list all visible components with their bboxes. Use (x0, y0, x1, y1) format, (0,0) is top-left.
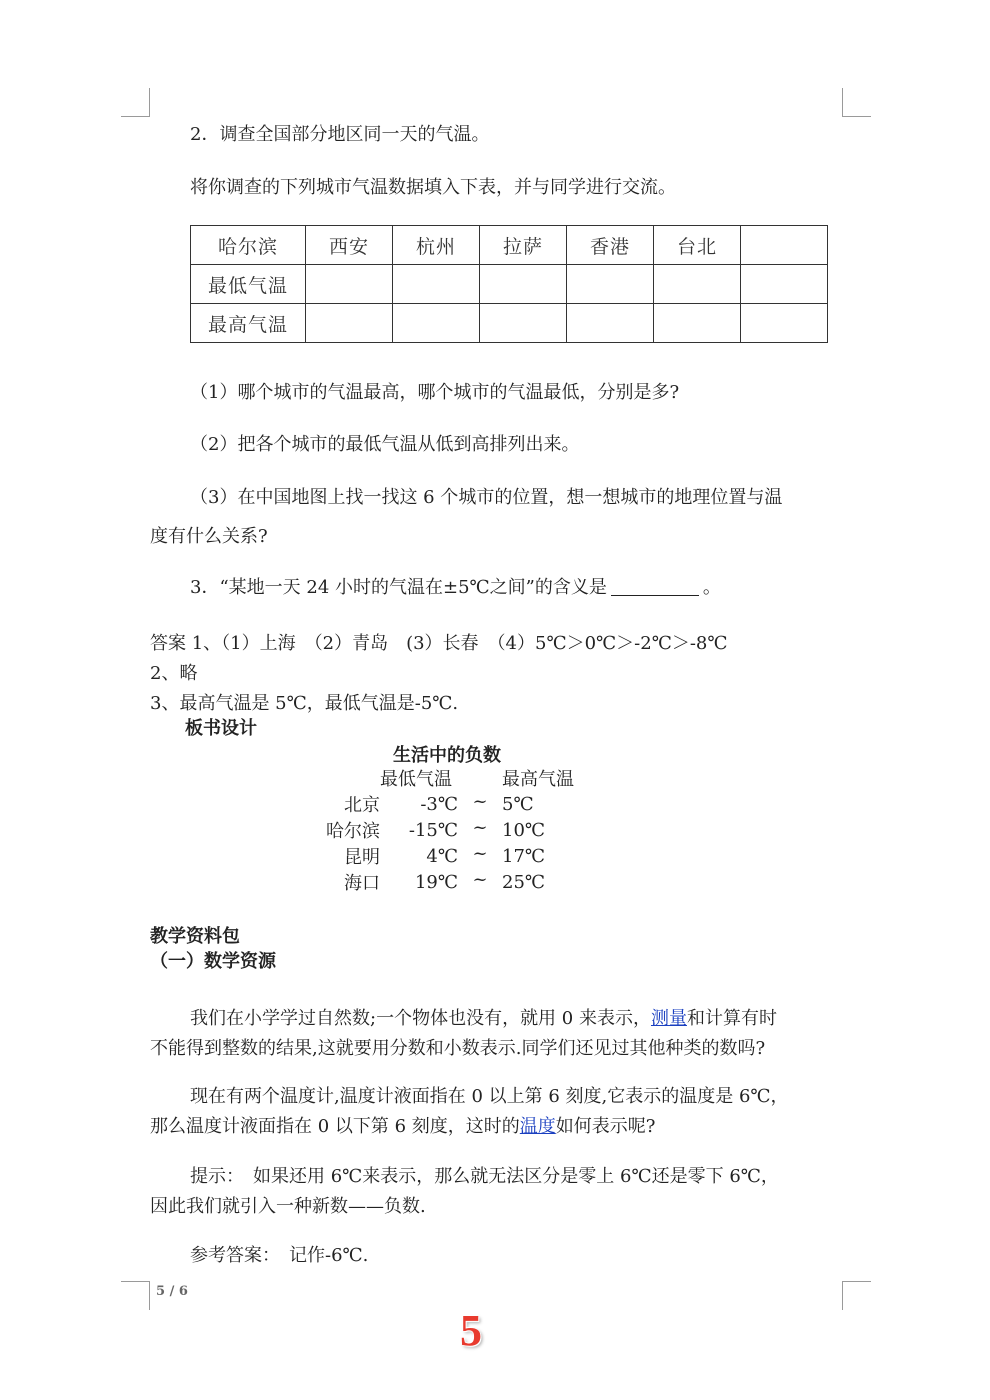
resource-para2-text-b: 如何表示呢? (555, 1116, 656, 1137)
question-2: （2）把各个城市的最低气温从低到高排列出来。 (190, 434, 580, 455)
table-header-cell: 香港 (567, 226, 654, 265)
question-1: （1）哪个城市的气温最高，哪个城市的气温最低，分别是多? (190, 382, 680, 403)
table-row (300, 843, 612, 869)
resource-para1-text-b: 和计算有时 (686, 1008, 777, 1029)
temperature-survey-table (190, 225, 828, 343)
measurement-link[interactable]: 测量 (650, 1008, 687, 1029)
hint-line1: 提示： 如果还用 6℃来表示，那么就无法区分是零上 6℃还是零下 6℃， (190, 1166, 779, 1187)
board-col-high: 最高气温 (502, 769, 574, 790)
board-label: 板书设计 (185, 718, 257, 739)
resource-para1-line2: 不能得到整数的结果,这就要用分数和小数表示.同学们还见过其他种类的数吗? (150, 1038, 766, 1059)
crop-mark-top-right (842, 88, 871, 117)
board-low: 19℃ (414, 871, 458, 893)
resources-subtitle: （一）数学资源 (150, 951, 276, 972)
board-low: 4℃ (426, 845, 458, 867)
table-cell (741, 265, 828, 304)
resource-para2-text-a: 那么温度计液面指在 0 以下第 6 刻度，这时的 (150, 1116, 520, 1137)
page-indicator: 5 / 6 (156, 1284, 188, 1299)
table-header-cell: 西安 (306, 226, 393, 265)
table-row (300, 765, 612, 791)
board-sep: ~ (472, 817, 488, 838)
reference-answer: 参考答案： 记作-6℃. (190, 1245, 369, 1266)
board-high: 25℃ (502, 871, 546, 893)
table-cell (567, 265, 654, 304)
table-header-cell: 哈尔滨 (191, 226, 306, 265)
section2-heading: 2．调查全国部分地区同一天的气温。 (190, 124, 490, 145)
table-cell (654, 304, 741, 343)
board-sep: ~ (472, 843, 488, 864)
table-cell (480, 304, 567, 343)
section3-question-text: 3．“某地一天 24 小时的气温在±5℃之间”的含义是 (190, 577, 607, 598)
table-row (191, 265, 828, 304)
table-cell (654, 265, 741, 304)
crop-mark-top-left (121, 88, 150, 117)
answer-line-1: 答案 1、（1）上海 （2）青岛 (3）长春 （4）5℃＞0℃＞-2℃＞-8℃ (150, 633, 728, 654)
table-header-cell: 拉萨 (480, 226, 567, 265)
temperature-link[interactable]: 温度 (519, 1116, 556, 1137)
board-sep: ~ (472, 791, 488, 812)
resource-para2-line2 (150, 1112, 655, 1138)
table-row (191, 226, 828, 265)
resources-title: 教学资料包 (150, 926, 240, 947)
board-sep: ~ (472, 869, 488, 890)
question-3-line1: （3）在中国地图上找一找这 6 个城市的位置，想一想城市的地理位置与温 (190, 487, 783, 508)
page-number-badge: 5 (460, 1306, 482, 1355)
board-high: 10℃ (502, 819, 546, 841)
board-low: -15℃ (408, 819, 458, 841)
board-low: -3℃ (420, 793, 458, 815)
board-high: 5℃ (502, 793, 534, 815)
table-row (300, 869, 612, 895)
board-city: 哈尔滨 (326, 821, 380, 842)
table-row-label: 最高气温 (191, 304, 306, 343)
board-city: 北京 (344, 795, 380, 816)
board-city: 昆明 (344, 847, 380, 868)
table-row (191, 304, 828, 343)
table-cell (393, 304, 480, 343)
answer-line-2: 2、略 (150, 663, 198, 684)
resource-para2-line1: 现在有两个温度计,温度计液面指在 0 以上第 6 刻度,它表示的温度是 6℃， (190, 1086, 789, 1107)
table-cell (741, 304, 828, 343)
answer-line-3: 3、最高气温是 5℃，最低气温是-5℃. (150, 693, 459, 714)
board-title: 生活中的负数 (393, 745, 501, 766)
table-cell (567, 304, 654, 343)
question-3-line2: 度有什么关系? (150, 526, 268, 547)
board-table (300, 765, 612, 895)
table-cell (306, 265, 393, 304)
table-cell (306, 304, 393, 343)
section3-question (190, 573, 721, 599)
table-cell (480, 265, 567, 304)
answer-blank (611, 577, 699, 596)
resource-para1-line1 (190, 1004, 777, 1030)
hint-line2: 因此我们就引入一种新数——负数. (150, 1196, 426, 1217)
resource-para1-text-a: 我们在小学学过自然数;一个物体也没有，就用 0 来表示， (190, 1008, 651, 1029)
section3-question-end: 。 (702, 577, 721, 598)
board-temperature-table (300, 765, 612, 895)
table-row (300, 791, 612, 817)
table-header-cell: 台北 (654, 226, 741, 265)
table-row (300, 817, 612, 843)
board-col-low: 最低气温 (380, 769, 452, 790)
board-header-spacer (300, 765, 380, 791)
crop-mark-bottom-left (121, 1281, 150, 1310)
board-city: 海口 (344, 873, 380, 894)
section2-instruction: 将你调查的下列城市气温数据填入下表，并与同学进行交流。 (190, 177, 676, 198)
table-header-cell: 杭州 (393, 226, 480, 265)
board-high: 17℃ (502, 845, 546, 867)
crop-mark-bottom-right (842, 1281, 871, 1310)
table-cell (393, 265, 480, 304)
table-row-label: 最低气温 (191, 265, 306, 304)
table-header-cell (741, 226, 828, 265)
